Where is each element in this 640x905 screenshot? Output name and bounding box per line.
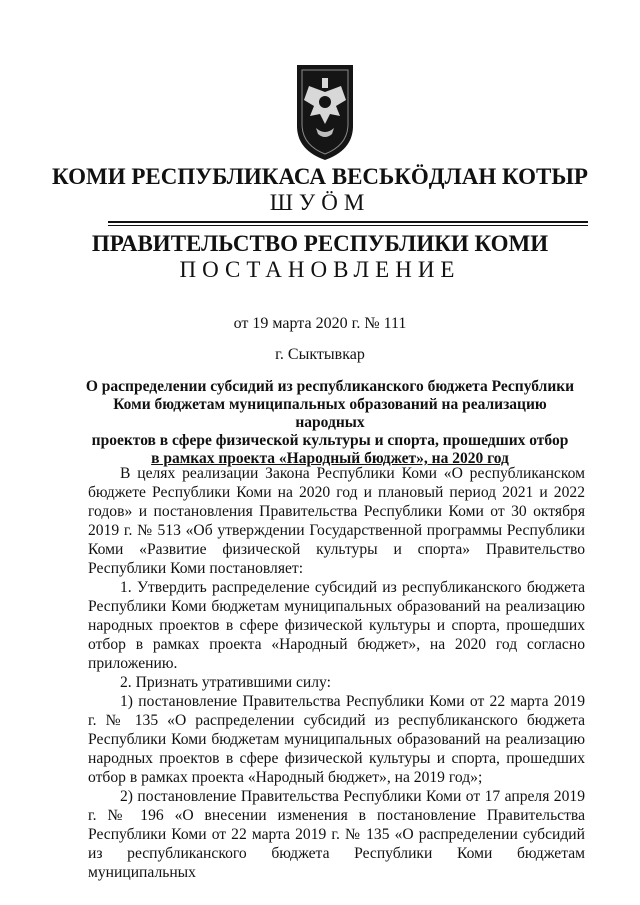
document-body	[88, 464, 585, 882]
komi-document-type: ШУӦМ	[269, 190, 371, 215]
header-divider-thin	[108, 225, 588, 226]
item-2-2-paragraph: 2) постановление Правительства Республики Коми от 17 апреля 2019 г. № 196 «О внесении изменения в постановление Правительства Республики Коми от 22 марта 2019 г. № 135 «О распределении субсидий из республиканского бюджета Республики Коми бюджетам муниципальных	[88, 788, 585, 881]
subject-line: Коми бюджетам муниципальных образований на реализацию народных	[113, 396, 547, 431]
preamble-paragraph: В целях реализации Закона Республики Коми «О республиканском бюджете Республики Коми на 2020 год и плановый период 2021 и 2022 годов» и постановления Правительства Республики Коми от 30 октября 2019 г. № 513 «Об утверждении Государственной программы Республики Коми «Развитие физической культуры и спорта» Правительство Республики Коми постановляет:	[88, 465, 585, 577]
item-1-paragraph: 1. Утвердить распределение субсидий из республиканского бюджета Республики Коми бюджетам муниципальных образований на реализацию народных проектов в сфере физической культуры и спорта, прошедших отбор в рамках проекта «Народный бюджет», на 2020 год согласно приложению.	[88, 579, 585, 672]
header-divider-thick	[108, 221, 588, 223]
document-date-number: от 19 марта 2020 г. № 111	[233, 315, 407, 332]
item-2-paragraph: 2. Признать утратившими силу:	[120, 674, 331, 691]
document-city: г. Сыктывкар	[275, 346, 365, 363]
item-2-1-paragraph: 1) постановление Правительства Республики Коми от 22 марта 2019 г. № 135 «О распределении субсидий из республиканского бюджета Республики Коми бюджетам муниципальных образований на реализацию народных проектов в сфере физической культуры и спорта, прошедших отбор в рамках проекта «Народный бюджет», на 2019 год»;	[88, 693, 585, 786]
subject-line: проектов в сфере физической культуры и спорта, прошедших отбор	[91, 432, 569, 449]
subject-line: О распределении субсидий из республиканского бюджета Республики	[85, 378, 575, 395]
komi-coat-of-arms-icon	[294, 62, 356, 162]
komi-government-name: КОМИ РЕСПУБЛИКАСА ВЕСЬКӦДЛАН КОТЫР	[52, 164, 588, 189]
document-type: ПОСТАНОВЛЕНИЕ	[179, 257, 461, 282]
government-name: ПРАВИТЕЛЬСТВО РЕСПУБЛИКИ КОМИ	[91, 231, 549, 256]
subject-line-underlined: в рамках проекта «Народный бюджет», на 2020 год	[151, 450, 509, 467]
document-subject	[80, 378, 580, 468]
